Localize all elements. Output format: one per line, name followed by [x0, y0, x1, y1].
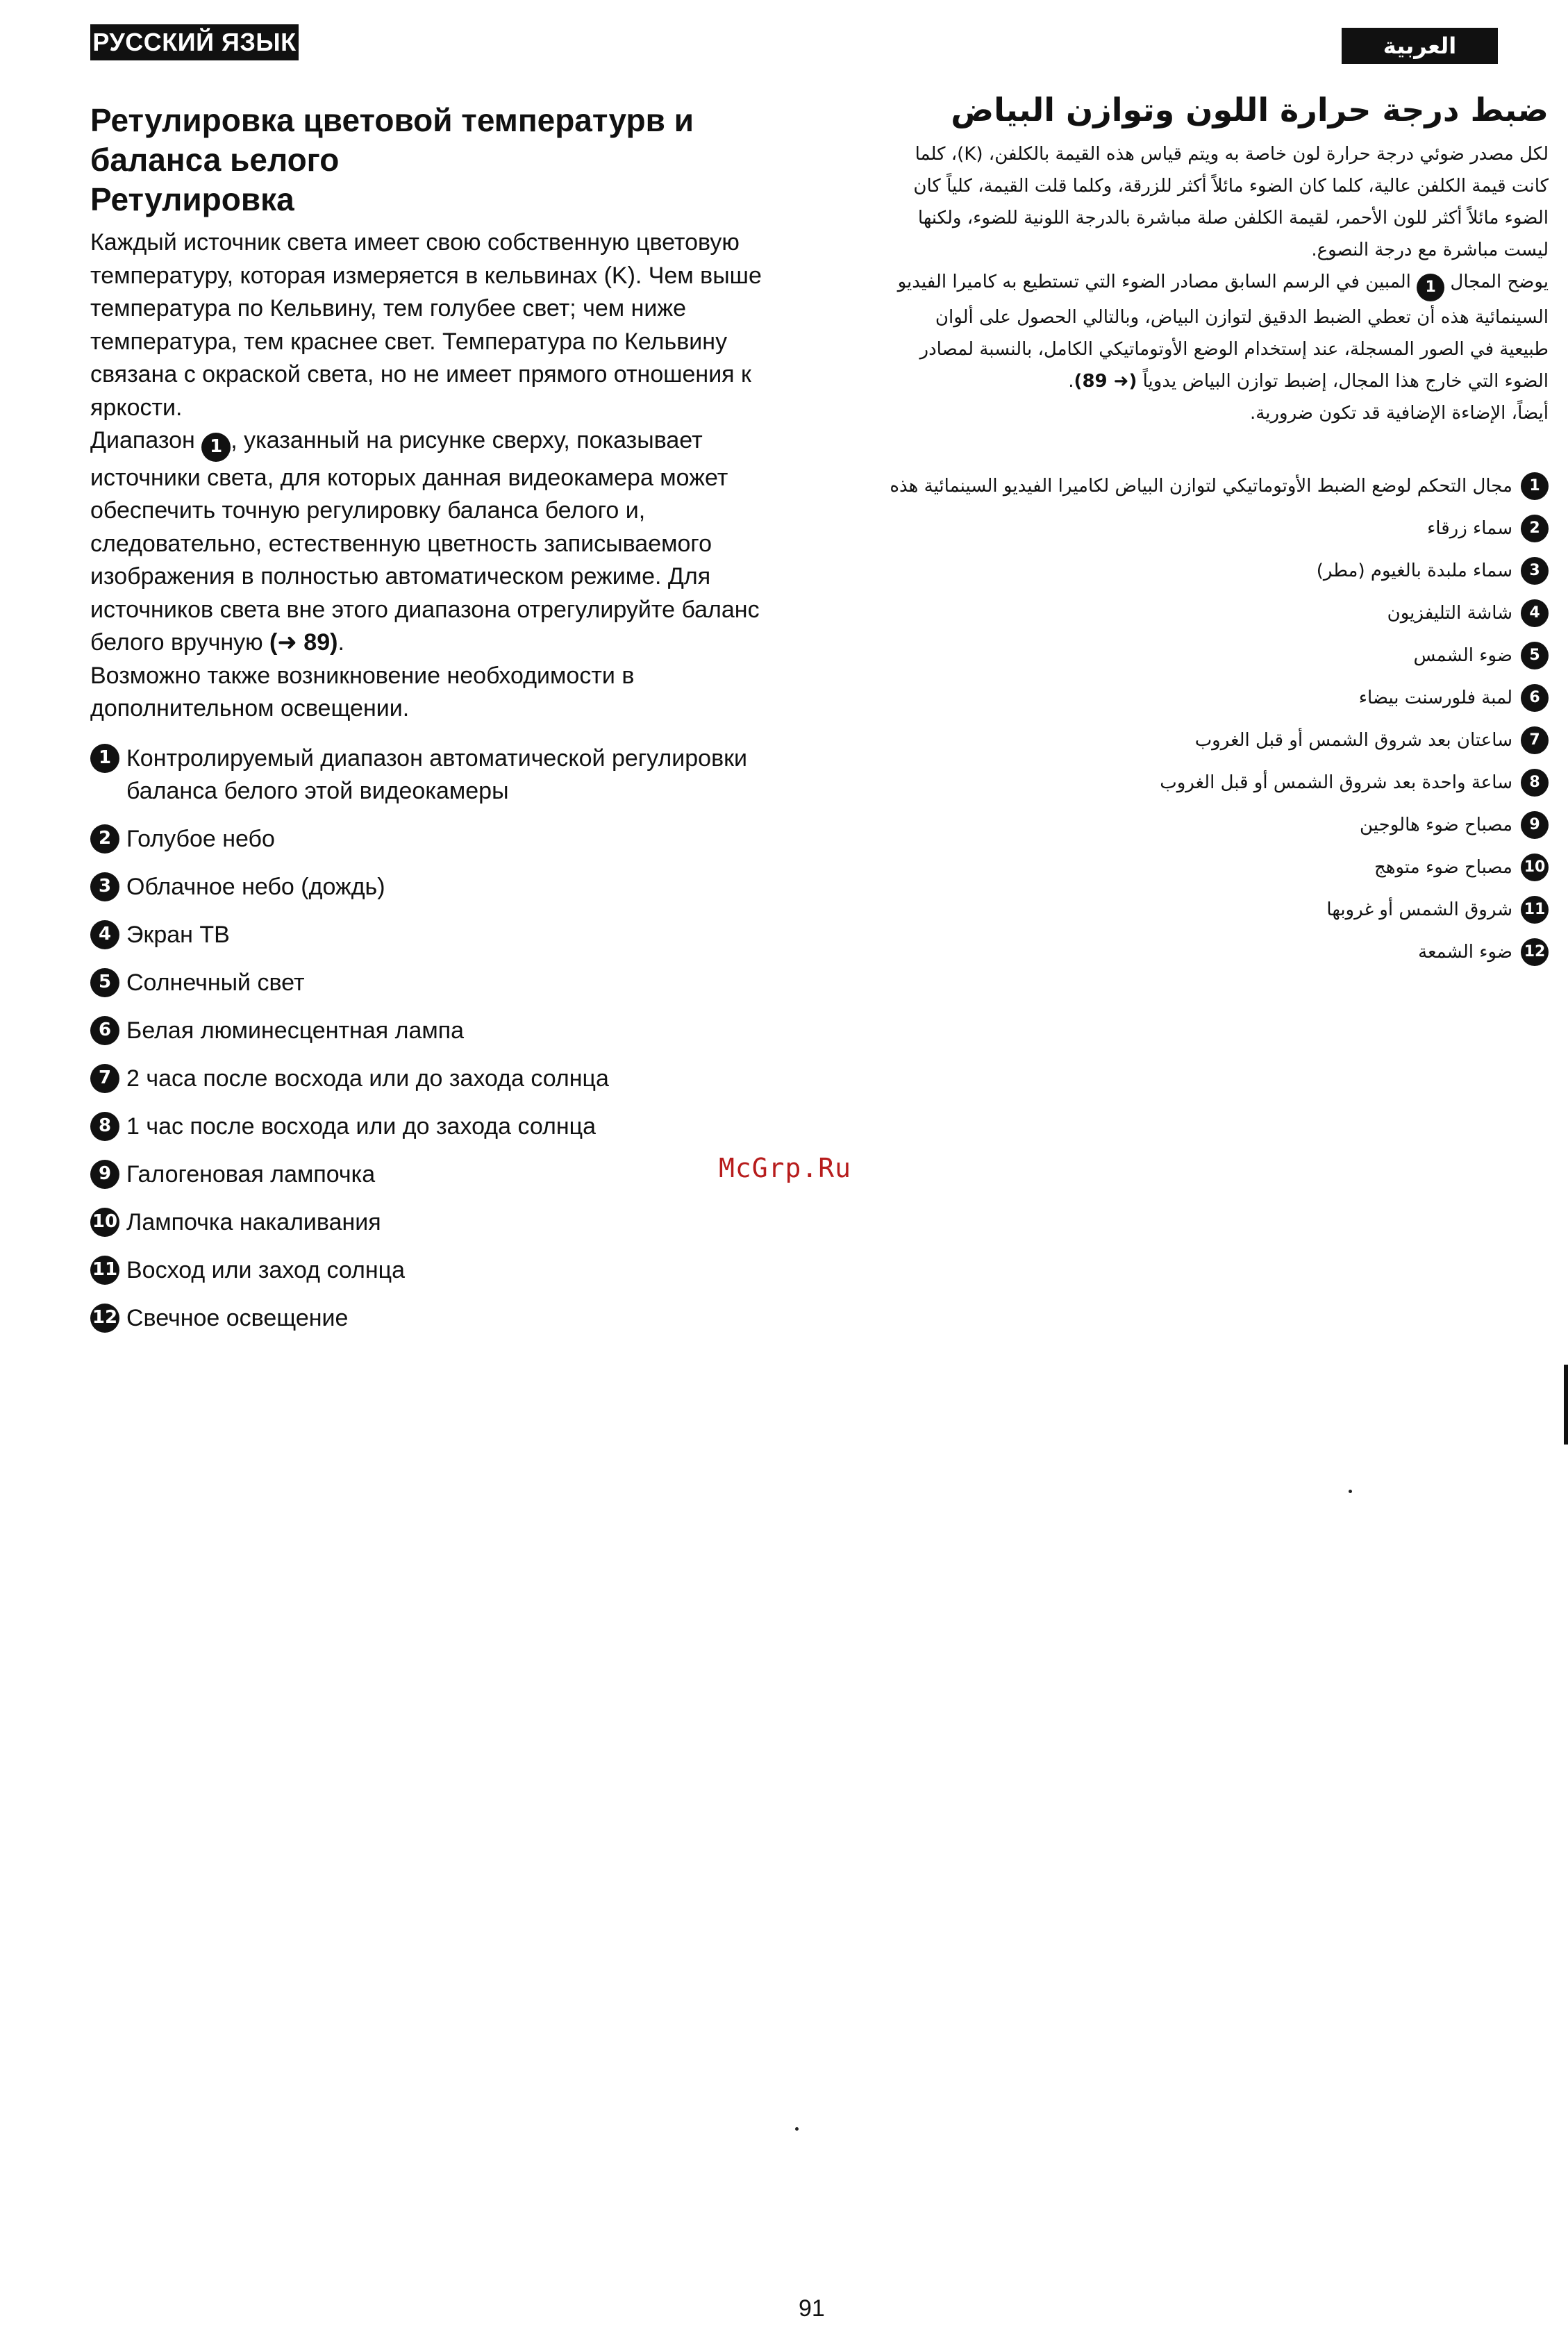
ar-light-source-list: [889, 471, 1549, 967]
ar-list-item-text: ضوء الشمعة: [1418, 942, 1512, 963]
ar-list-item-text: لمبة فلورسنت بيضاء: [1358, 688, 1512, 708]
ar-paragraph-lighting: أيضاً، الإضاءة الإضافية قد تكون ضرورية.: [1250, 403, 1549, 424]
ru-list-item: [90, 1302, 764, 1335]
circled-number-marker: 3: [90, 872, 119, 901]
circled-number-marker: 1: [1417, 274, 1444, 301]
ar-list-item: [889, 810, 1549, 840]
ru-light-source-list: [90, 742, 764, 1335]
watermark: McGrp.Ru: [719, 1153, 852, 1183]
ru-title-line: баланса ьелого: [90, 142, 340, 178]
circled-number-marker: 10: [1521, 854, 1549, 881]
ar-list-item-text: مصباح ضوء هالوجين: [1360, 815, 1512, 835]
circled-number-marker: 1: [201, 433, 231, 462]
ar-list-item: [889, 894, 1549, 925]
ar-list-item: [889, 471, 1549, 501]
ar-list-item: [889, 767, 1549, 798]
circled-number-marker: 2: [1521, 515, 1549, 542]
ru-list-item-text: 2 часа после восхода или до захода солнца: [126, 1065, 609, 1092]
ru-list-item-text: Контролируемый диапазон автоматической регулировки баланса белого этой видеокамеры: [126, 744, 747, 804]
ru-list-item: [90, 1063, 764, 1095]
ar-range-end: .: [1068, 371, 1074, 392]
ru-list-item: [90, 1015, 764, 1047]
ru-list-item-text: Солнечный свет: [126, 969, 305, 996]
circled-number-marker: 6: [90, 1016, 119, 1045]
ar-paragraph-intro: لكل مصدر ضوئي درجة حرارة لون خاصة به ويتم قياس هذه القيمة بالكلفن، (K)، كلما كانت قيمة الكلفن عالية، كلما كان الضوء مائلاً أكثر للزرقة، وكلما قلت القيمة، كلياً كان الضوء مائلاً أكثر للون الأحمر، لقيمة الكلفن صلة مباشرة بالدرجة اللونية للضوء، ولكنها ليست مباشرة مع درجة النصوع.: [913, 144, 1549, 260]
ru-title-line: Ретулировка: [90, 181, 294, 217]
ar-paragraph-range: [889, 266, 1549, 397]
ar-page-title: ضبط درجة حرارة اللون وتوازن البياض: [951, 91, 1549, 128]
page-reference: (➜ 89): [1074, 371, 1137, 392]
ru-list-item-text: Галогеновая лампочка: [126, 1160, 376, 1188]
ru-list-item-text: Лампочка накаливания: [126, 1208, 381, 1235]
ru-range-text: , указанный на рисунке сверху, показывает источники света, для которых данная видеокамера может обеспечить точную регулировку баланса белого и, следовательно, естественную цветность записываемого изображения в полностью автоматическом режиме. Для источников света вне этого диапазона отрегулируйте баланс белого вручную: [90, 427, 760, 656]
scan-speck: [1349, 1490, 1352, 1493]
circled-number-marker: 1: [90, 744, 119, 773]
page-reference: (➜ 89): [269, 629, 338, 656]
ru-list-item: [90, 1110, 764, 1143]
ar-list-item: [889, 556, 1549, 586]
ru-list-item-text: Облачное небо (дождь): [126, 873, 385, 900]
circled-number-marker: 3: [1521, 557, 1549, 585]
ar-list-item: [889, 852, 1549, 883]
ru-list-item: [90, 919, 764, 951]
russian-column: [90, 101, 764, 1350]
ru-list-item-text: Свечное освещение: [126, 1304, 349, 1331]
circled-number-marker: 8: [1521, 769, 1549, 797]
circled-number-marker: 5: [1521, 642, 1549, 669]
ru-list-item-text: Белая люминесцентная лампа: [126, 1017, 465, 1044]
ru-list-item-text: 1 час после восхода или до захода солнца: [126, 1113, 596, 1140]
ar-range-label: يوضح المجال: [1450, 272, 1549, 292]
scan-speck: [795, 2127, 799, 2131]
circled-number-marker: 9: [90, 1160, 119, 1189]
ru-page-title: [90, 101, 764, 219]
circled-number-marker: 12: [90, 1304, 119, 1333]
arabic-column: [889, 87, 1549, 979]
circled-number-marker: 10: [90, 1208, 119, 1237]
circled-number-marker: 11: [90, 1256, 119, 1285]
ru-paragraph-range: [90, 424, 764, 660]
ru-list-item-text: Восход или заход солнца: [126, 1256, 406, 1283]
ru-paragraph-intro: Каждый источник света имеет свою собственную цветовую температуру, которая измеряется в кельвинах (K). Чем выше температура по Кельвину, тем голубее свет; чем ниже температура, тем краснее свет. Температура по Кельвину связана с окраской света, но не имеет прямого отношения к яркости.: [90, 229, 762, 421]
ru-list-item-text: Экран ТВ: [126, 921, 230, 948]
ru-list-item: [90, 823, 764, 856]
ru-list-item-text: Голубое небо: [126, 825, 275, 852]
circled-number-marker: 12: [1521, 938, 1549, 966]
page-number: 91: [799, 2295, 825, 2322]
ar-list-item: [889, 640, 1549, 671]
ru-list-item: [90, 1254, 764, 1287]
language-tab-arabic: العربية: [1342, 28, 1498, 64]
circled-number-marker: 2: [90, 824, 119, 854]
ar-list-item-text: ساعة واحدة بعد شروق الشمس أو قبل الغروب: [1160, 772, 1512, 793]
ar-range-text: المبين في الرسم السابق مصادر الضوء التي تستطيع به كاميرا الفيديو السينمائية هذه أن تعطي الضبط الدقيق لتوازن البياض، وبالتالي الحصول على ألوان طبيعية في الصور المسجلة، عند إستخدام الوضع الأوتوماتيكي الكامل، بالنسبة لمصادر الضوء التي خارج هذا المجال، إضبط توازن البياض يدوياً: [897, 272, 1549, 392]
ru-paragraph-lighting: Возможно также возникновение необходимости в дополнительном освещении.: [90, 662, 635, 722]
ar-list-item-text: ساعتان بعد شروق الشمس أو قبل الغروب: [1194, 730, 1512, 751]
ru-range-end: .: [337, 629, 344, 656]
circled-number-marker: 11: [1521, 896, 1549, 924]
circled-number-marker: 4: [90, 920, 119, 949]
circled-number-marker: 7: [90, 1064, 119, 1093]
ru-list-item: [90, 1206, 764, 1239]
circled-number-marker: 6: [1521, 684, 1549, 712]
ar-list-item-text: مصباح ضوء متوهج: [1374, 857, 1512, 878]
language-tab-russian: РУССКИЙ ЯЗЫК: [90, 24, 299, 60]
ru-list-item: [90, 871, 764, 904]
ar-list-item: [889, 683, 1549, 713]
ar-list-item: [889, 513, 1549, 544]
circled-number-marker: 9: [1521, 811, 1549, 839]
ru-range-label: Диапазон: [90, 427, 195, 453]
circled-number-marker: 1: [1521, 472, 1549, 500]
ru-title-line: Ретулировка цветовой температурв и: [90, 102, 694, 138]
ar-list-item-text: مجال التحكم لوضع الضبط الأوتوماتيكي لتوازن البياض لكاميرا الفيديو السينمائية هذه: [890, 476, 1512, 497]
ru-list-item: [90, 967, 764, 999]
circled-number-marker: 7: [1521, 726, 1549, 754]
ru-list-item: [90, 742, 764, 808]
ar-list-item: [889, 598, 1549, 629]
circled-number-marker: 4: [1521, 599, 1549, 627]
ar-list-item-text: سماء ملبدة بالغيوم (مطر): [1316, 560, 1512, 581]
ar-list-item-text: سماء زرقاء: [1427, 518, 1512, 539]
ru-list-item: [90, 1158, 764, 1191]
ar-list-item: [889, 725, 1549, 756]
circled-number-marker: 5: [90, 968, 119, 997]
ar-list-item-text: شروق الشمس أو غروبها: [1326, 899, 1512, 920]
ar-list-item: [889, 937, 1549, 967]
scan-edge-mark: [1564, 1365, 1568, 1445]
ar-list-item-text: شاشة التليفزيون: [1387, 603, 1512, 624]
ar-list-item-text: ضوء الشمس: [1413, 645, 1512, 666]
circled-number-marker: 8: [90, 1112, 119, 1141]
